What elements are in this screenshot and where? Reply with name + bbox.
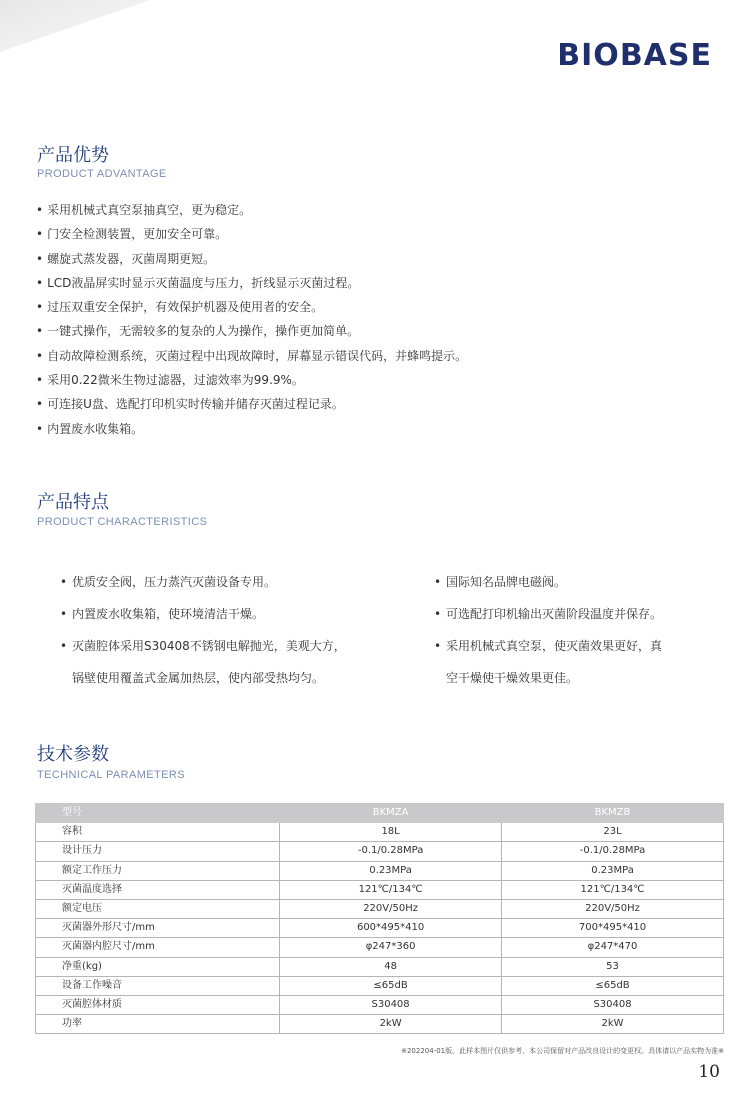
technical-title: 技术参数 (37, 744, 109, 765)
characteristics-right-list (434, 566, 750, 694)
table-cell: 净重(kg) (36, 957, 280, 976)
table-row (36, 880, 724, 899)
corner-decoration (0, 0, 150, 52)
list-item: • 国际知名品牌电磁阀。 (434, 575, 567, 589)
list-item: • 采用0.22微米生物过滤器，过滤效率为99.9%。 (36, 373, 304, 388)
advantage-title: 产品优势 (37, 145, 109, 166)
table-cell: 2kW (502, 1015, 724, 1034)
table-cell: -0.1/0.28MPa (502, 842, 724, 861)
characteristics-title: 产品特点 (37, 492, 109, 513)
list-item: • 过压双重安全保护，有效保护机器及使用者的安全。 (36, 300, 324, 315)
table-cell: 700*495*410 (502, 919, 724, 938)
table-cell: 设计压力 (36, 842, 280, 861)
table-row (36, 957, 724, 976)
parameters-table (35, 803, 724, 1034)
header-cell: 型号 (36, 804, 280, 823)
list-item: • 自动故障检测系统，灭菌过程中出现故障时，屏幕显示错误代码，并蜂鸣提示。 (36, 348, 468, 363)
table-cell: ≤65dB (502, 976, 724, 995)
table-cell: 灭菌腔体材质 (36, 995, 280, 1014)
characteristics-subtitle: PRODUCT CHARACTERISTICS (37, 516, 208, 528)
table-row (36, 919, 724, 938)
list-item: • 门安全检测装置，更加安全可靠。 (36, 227, 228, 242)
list-item: • 灭菌腔体采用S30408不锈钢电解抛光，美观大方， 锅壁使用覆盖式金属加热层，使内部受热均匀。 (60, 639, 346, 685)
list-item: • 内置废水收集箱，使环境清洁干燥。 (60, 607, 265, 621)
table-row (36, 899, 724, 918)
technical-subtitle: TECHNICAL PARAMETERS (37, 769, 185, 781)
table-cell: 600*495*410 (280, 919, 502, 938)
table-cell: S30408 (280, 995, 502, 1014)
list-item: • 可连接U盘、选配打印机实时传输并储存灭菌过程记录。 (36, 397, 344, 412)
table-cell: ≤65dB (280, 976, 502, 995)
list-item: • 内置废水收集箱。 (36, 421, 144, 436)
table-cell: 220V/50Hz (502, 899, 724, 918)
table-cell: 容积 (36, 823, 280, 842)
table-row (36, 976, 724, 995)
table-cell: 53 (502, 957, 724, 976)
list-item: • 采用机械式真空泵抽真空，更为稳定。 (36, 203, 252, 217)
table-row (36, 842, 724, 861)
table-cell: 220V/50Hz (280, 899, 502, 918)
header-cell: BKMZA (280, 804, 502, 823)
table-cell: 功率 (36, 1015, 280, 1034)
table-cell: 0.23MPa (280, 861, 502, 880)
table-cell: 灭菌器外形尺寸/mm (36, 919, 280, 938)
page-number: 10 (698, 1062, 720, 1082)
table-cell: 23L (502, 823, 724, 842)
table-row (36, 861, 724, 880)
table-cell: -0.1/0.28MPa (280, 842, 502, 861)
table-cell: 0.23MPa (502, 861, 724, 880)
header-cell: BKMZB (502, 804, 724, 823)
table-cell: 灭菌温度选择 (36, 880, 280, 899)
table-row (36, 1015, 724, 1034)
table-cell: S30408 (502, 995, 724, 1014)
table-cell: 额定工作压力 (36, 861, 280, 880)
footnote: ※202204-01版。此样本图片仅供参考，本公司保留对产品改良设计的变更权。具体请以产品实物为准※ (401, 1047, 724, 1055)
table-cell: 121℃/134℃ (280, 880, 502, 899)
list-item: • LCD液晶屏实时显示灭菌温度与压力，折线显示灭菌过程。 (36, 275, 360, 290)
table-cell: 2kW (280, 1015, 502, 1034)
list-item: • 可选配打印机输出灭菌阶段温度并保存。 (434, 607, 663, 621)
table-cell: 设备工作噪音 (36, 976, 280, 995)
list-item: • 螺旋式蒸发器，灭菌周期更短。 (36, 251, 216, 266)
table-cell: 121℃/134℃ (502, 880, 724, 899)
table-cell: 灭菌器内腔尺寸/mm (36, 938, 280, 957)
table-cell: φ247*360 (280, 938, 502, 957)
table-header-row (36, 804, 724, 823)
list-item: • 一键式操作，无需较多的复杂的人为操作，操作更加简单。 (36, 324, 360, 339)
table-cell: 额定电压 (36, 899, 280, 918)
list-item: • 优质安全阀，压力蒸汽灭菌设备专用。 (60, 575, 277, 589)
table-row (36, 938, 724, 957)
list-item: • 采用机械式真空泵，使灭菌效果更好，真 空干燥使干燥效果更佳。 (434, 639, 663, 685)
table-cell: 18L (280, 823, 502, 842)
biobase-logo: BIOBASE (557, 38, 712, 73)
table-row (36, 823, 724, 842)
advantage-list (36, 200, 467, 443)
table-cell: φ247*470 (502, 938, 724, 957)
advantage-subtitle: PRODUCT ADVANTAGE (37, 168, 167, 180)
characteristics-left-list (60, 566, 380, 694)
table-row (36, 995, 724, 1014)
table-cell: 48 (280, 957, 502, 976)
